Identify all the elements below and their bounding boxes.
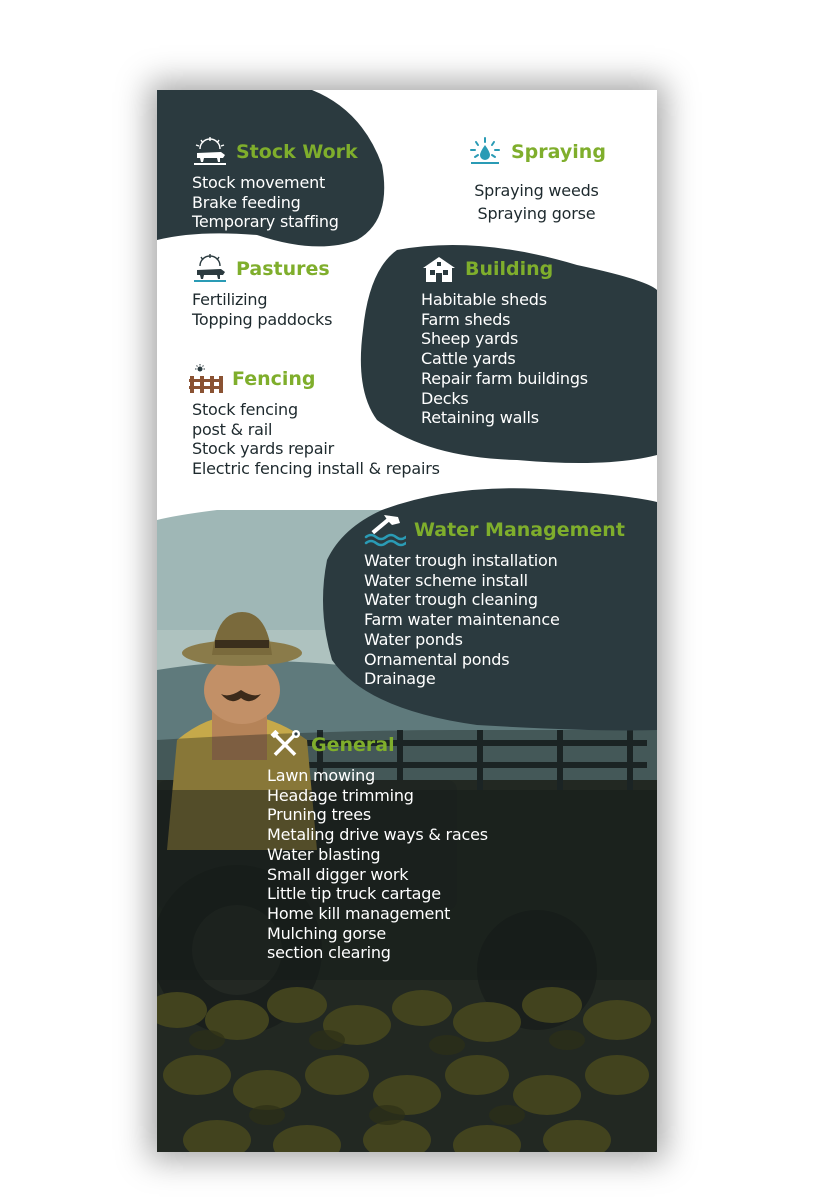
section-header [364,513,625,547]
list-item: Little tip truck cartage [267,884,441,904]
list-item: Farm water maintenance [364,610,560,630]
section-header [188,362,440,396]
list-item: Temporary staffing [192,212,339,232]
section-header [467,135,606,169]
list-item: Spraying gorse [477,204,596,223]
section-fencing [188,362,440,479]
list-item: Repair farm buildings [421,368,588,388]
section-stock-work [192,135,358,232]
list-item: Electric fencing install & repairs [192,459,440,479]
service-list [467,179,606,225]
section-title: Building [465,258,554,280]
service-list [192,400,440,479]
list-item: Farm sheds [421,309,511,329]
list-item: Water trough installation [364,551,558,570]
list-item: section clearing [267,943,391,963]
service-list [267,766,488,963]
list-item: Fertilizing [192,290,268,309]
section-title: Water Management [414,519,625,541]
service-list [192,173,358,232]
list-item: Water scheme install [364,570,528,590]
section-title: General [311,734,395,756]
tools-icon [267,730,303,760]
list-item: post & rail [192,419,273,439]
list-item: Cattle yards [421,349,516,369]
list-item: Water trough cleaning [364,590,538,610]
list-item: Ornamental ponds [364,649,510,669]
section-spraying [467,135,606,225]
section-general [267,728,488,963]
list-item: Brake feeding [192,192,301,212]
section-header [192,135,358,169]
section-building [421,252,588,428]
list-item: Water ponds [364,629,463,649]
section-title: Stock Work [236,141,358,163]
section-header [421,252,588,286]
section-title: Pastures [236,258,330,280]
section-pastures [192,252,332,329]
list-item: Spraying weeds [474,181,599,200]
cow-sunrise-icon [192,137,228,167]
list-item: Metaling drive ways & races [267,825,488,845]
section-header [192,252,332,286]
fence-sun-icon [188,364,224,394]
section-title: Fencing [232,368,316,390]
section-header [267,728,488,762]
list-item: Retaining walls [421,408,539,428]
list-item: Topping paddocks [192,309,333,329]
list-item: Stock yards repair [192,439,334,459]
list-item: Drainage [364,669,436,689]
service-list [192,290,332,329]
list-item: Sheep yards [421,329,519,349]
list-item: Pruning trees [267,805,371,825]
list-item: Water blasting [267,844,381,864]
list-item: Mulching gorse [267,923,387,943]
hammer-water-icon [364,513,406,547]
list-item: Habitable sheds [421,290,547,309]
list-item: Lawn mowing [267,766,376,785]
house-icon [421,254,457,284]
service-flyer [157,90,657,1152]
spray-drop-icon [467,137,503,167]
cow-sunrise-icon [192,254,228,284]
list-item: Small digger work [267,864,409,884]
section-title: Spraying [511,141,606,163]
list-item: Decks [421,388,469,408]
service-list [364,551,625,689]
list-item: Stock fencing [192,400,298,419]
list-item: Home kill management [267,903,451,923]
service-list [421,290,588,428]
section-water-management [364,513,625,689]
list-item: Headage trimming [267,785,414,805]
list-item: Stock movement [192,173,326,192]
